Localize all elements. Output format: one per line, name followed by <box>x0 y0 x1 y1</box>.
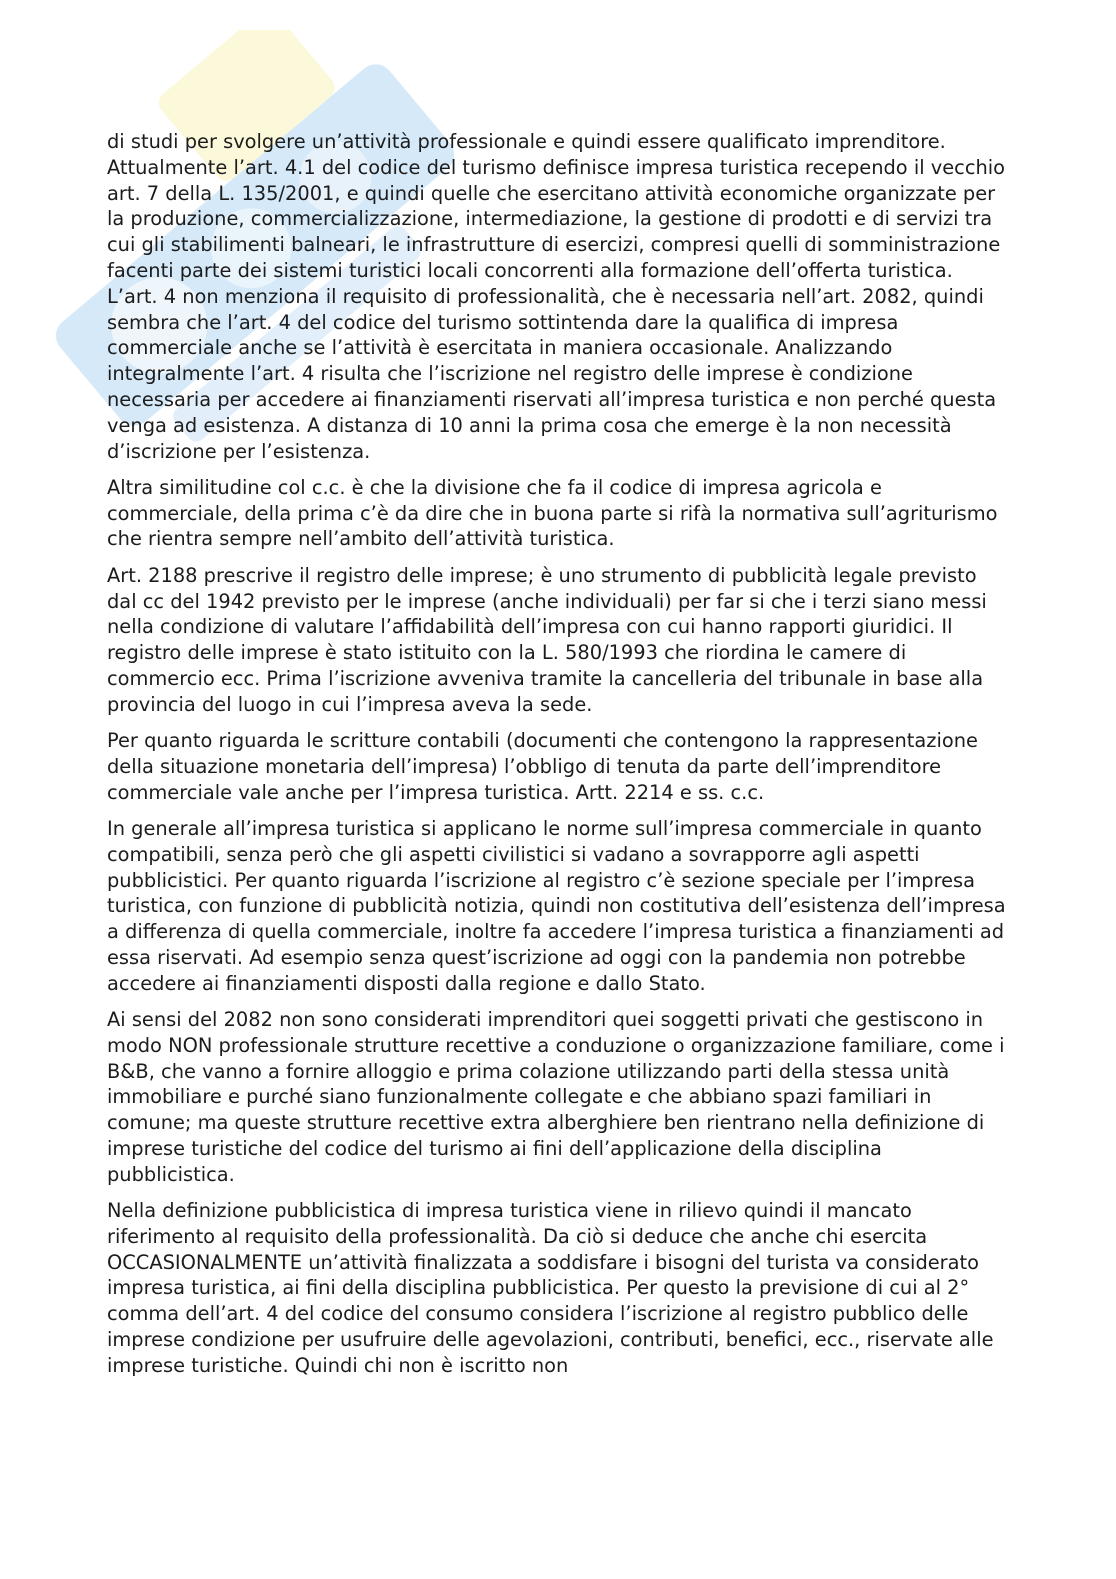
paragraph: Ai sensi del 2082 non sono considerati imprenditori quei soggetti privati che gestiscono in modo NON professionale strutture recettive a conduzione o organizzazione familiare, come i B&B, che vanno a fornire alloggio e prima colazione utilizzando parti della stessa unità immobiliare e purché siano funzionalmente collegate e che abbiano spazi familiari in comune; ma queste strutture recettive extra alberghiere ben rientrano nella definizione di imprese turistiche del codice del turismo ai fini dell’applicazione della disciplina pubblicistica. <box>107 1008 1005 1186</box>
paragraph: Per quanto riguarda le scritture contabili (documenti che contengono la rappresentazione della situazione monetaria dell’impresa) l’obbligo di tenuta da parte dell’imprenditore commerciale vale anche per l’impresa turistica. Artt. 2214 e ss. c.c. <box>107 729 978 804</box>
document-body <box>107 129 1007 1389</box>
paragraph: In generale all’impresa turistica si applicano le norme sull’impresa commerciale in quanto compatibili, senza però che gli aspetti civilistici si vadano a sovrapporre agli aspetti pubblicistici. Per quanto riguarda l’iscrizione al registro c’è sezione speciale per l’impresa turistica, con funzione di pubblicità notizia, quindi non costitutiva dell’esistenza dell’impresa a differenza di quella commerciale, inoltre fa accedere l’impresa turistica a finanziamenti ad essa riservati. Ad esempio senza quest’iscrizione ad oggi con la pandemia non potrebbe accedere ai finanziamenti disposti dalla regione e dallo Stato. <box>107 816 1006 995</box>
paragraph: Art. 2188 prescrive il registro delle imprese; è uno strumento di pubblicità legale previsto dal cc del 1942 previsto per le imprese (anche individuali) per far si che i terzi siano messi nella condizione di valutare l’affidabilità dell’impresa con cui hanno rapporti giuridici. Il registro delle imprese è stato istituito con la L. 580/1993 che riordina le camere di commercio ecc. Prima l’iscrizione avveniva tramite la cancelleria del tribunale in base alla provincia del luogo in cui l’impresa aveva la sede. <box>107 563 987 716</box>
paragraph: Nella definizione pubblicistica di impresa turistica viene in rilievo quindi il mancato riferimento al requisito della professionalità. Da ciò si deduce che anche chi esercita OCCASIONALMENTE un’attività finalizzata a soddisfare i bisogni del turista va considerato impresa turistica, ai fini della disciplina pubblicistica. Per questo la previsione di cui al 2° comma dell’art. 4 del codice del consumo considera l’iscrizione al registro pubblico delle imprese condizione per usufruire delle agevolazioni, contributi, benefici, ecc., riservate alle imprese turistiche. Quindi chi non è iscritto non <box>107 1199 994 1377</box>
paragraph: Altra similitudine col c.c. è che la divisione che fa il codice di impresa agricola e commerciale, della prima c’è da dire che in buona parte si rifà la normativa sull’agriturismo che rientra sempre nell’ambito dell’attività turistica. <box>107 475 998 551</box>
paragraph: di studi per svolgere un’attività professionale e quindi essere qualificato imprenditore. Attualmente l’art. 4.1 del codice del turismo definisce impresa turistica recependo il vecchio art. 7 della L. 135/2001, e quindi quelle che esercitano attività economiche organizzate per la produzione, commercializzazione, intermediazione, la gestione di prodotti e di servizi tra cui gli stabilimenti balneari, le infrastrutture di esercizi, compresi quelli di somministrazione facenti parte dei sistemi turistici locali concorrenti alla formazione dell’offerta turistica. L’art. 4 non menziona il requisito di professionalità, che è necessaria nell’art. 2082, quindi sembra che l’art. 4 del codice del turismo sottintenda dare la qualifica di impresa commerciale anche se l’attività è esercitata in maniera occasionale. Analizzando integralmente l’art. 4 risulta che l’iscrizione nel registro delle imprese è condizione necessaria per accedere ai finanziamenti riservati all’impresa turistica e non perché questa venga ad esistenza. A distanza di 10 anni la prima cosa che emerge è la non necessità d’iscrizione per l’esistenza. <box>107 130 1006 463</box>
